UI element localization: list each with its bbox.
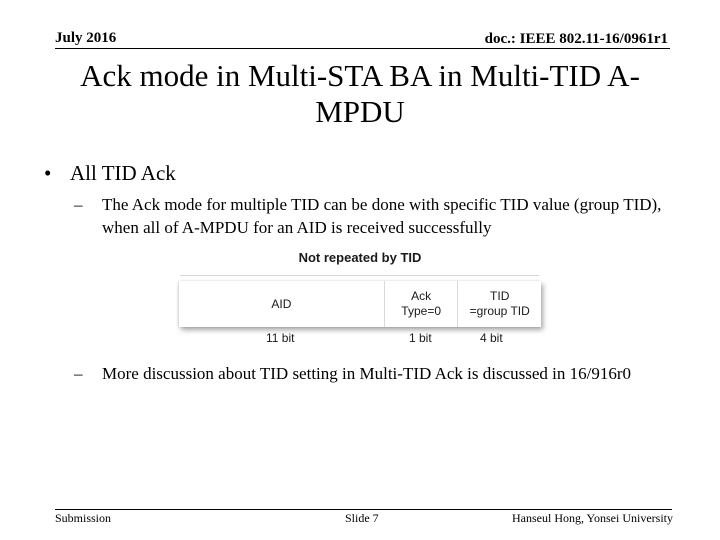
footer-submission: Submission [55, 511, 112, 525]
bullet-level2-item2-text: More discussion about TID setting in Multi-TID Ack is discussed in 16/916r0 [102, 364, 632, 383]
field-ack-value: Type=0 [401, 304, 441, 318]
field-ack-type [385, 281, 459, 327]
bullet-level2-item1 [74, 193, 674, 239]
bullet-level2-item1-text: The Ack mode for multiple TID can be done with specific TID value (group TID), when all of A-MPDU for an AID is received successfully [102, 195, 662, 237]
field-table [179, 281, 541, 327]
header-date: July 2016 [55, 30, 117, 46]
field-aid-bits: 11 bit [266, 331, 295, 345]
dash-marker: – [74, 195, 83, 214]
bullet-marker: • [44, 161, 52, 185]
footer-slide-number: Slide 7 [345, 511, 379, 525]
field-tid [458, 281, 541, 327]
dash-marker: – [74, 364, 83, 383]
field-tid-label: TID [490, 289, 510, 303]
footer-rule [55, 509, 672, 510]
slide-title: Ack mode in Multi-STA BA in Multi-TID A-MPDU [80, 58, 640, 129]
figure-caption: Not repeated by TID [298, 250, 422, 265]
bullet-level1-text: All TID Ack [70, 161, 176, 185]
field-aid [179, 281, 385, 327]
frame-format-figure [175, 248, 545, 348]
header-doc-id: doc.: IEEE 802.11-16/0961r1 [484, 31, 668, 47]
field-aid-label: AID [271, 296, 292, 311]
footer-author: Hanseul Hong, Yonsei University [512, 511, 673, 525]
field-tid-value: =group TID [469, 304, 530, 318]
header-rule [55, 48, 670, 49]
field-ack-bits: 1 bit [409, 331, 432, 345]
field-ack-label: Ack [411, 289, 432, 303]
field-tid-bits: 4 bit [480, 331, 503, 345]
figure-bracket-line [180, 275, 539, 276]
bullet-level2-item2 [74, 362, 674, 385]
bullet-level1 [44, 161, 176, 186]
